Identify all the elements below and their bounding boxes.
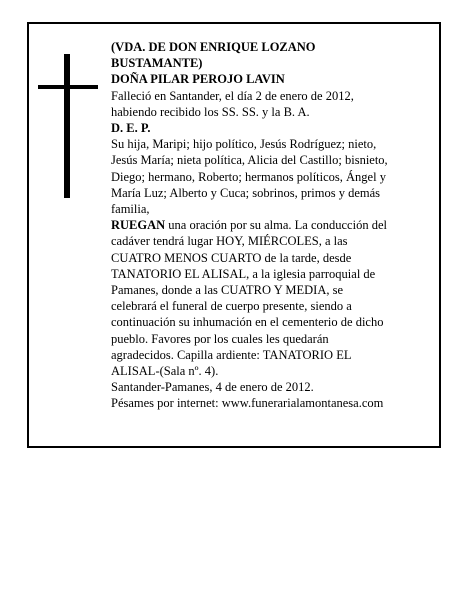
death-line: habiendo recibido los SS. SS. y la B. A. — [111, 104, 310, 119]
funeral-line: continuación su inhumación en el cementerio de dicho — [111, 315, 384, 330]
funeral-line: ALISAL-(Sala nº. 4). — [111, 364, 219, 379]
dep-line: D. E. P. — [111, 121, 151, 136]
death-line: Falleció en Santander, el día 2 de enero de 2012, — [111, 88, 354, 103]
funeral-line: celebrará el funeral de cuerpo presente, siendo a — [111, 299, 352, 314]
ruegan-rest: una oración por su alma. La conducción del — [165, 218, 387, 233]
family-line: Su hija, Maripi; hijo político, Jesús Rodríguez; nieto, — [111, 137, 377, 152]
funeral-line: cadáver tendrá lugar HOY, MIÉRCOLES, a las — [111, 234, 348, 249]
ruegan-word: RUEGAN — [111, 218, 166, 233]
header-line: BUSTAMANTE) — [111, 56, 203, 71]
funeral-line: TANATORIO EL ALISAL, a la iglesia parroquial de — [111, 266, 376, 281]
place-date-line: Santander-Pamanes, 4 de enero de 2012. — [111, 380, 314, 395]
funeral-line: CUATRO MENOS CUARTO de la tarde, desde — [111, 250, 352, 265]
condolences-line: Pésames por internet: www.funerarialamontanesa.com — [111, 396, 384, 411]
family-line: María Luz; Alberto y Cuca; sobrinos, primos y demás — [111, 185, 381, 200]
family-line: familia, — [111, 202, 150, 217]
funeral-line: pueblo. Favores por los cuales les quedarán — [111, 331, 329, 346]
funeral-line: Pamanes, donde a las CUATRO Y MEDIA, se — [111, 283, 344, 298]
cross-icon — [38, 54, 98, 198]
family-line: Diego; hermano, Roberto; hermanos políticos, Ángel y — [111, 169, 386, 184]
ruegan-line — [111, 217, 421, 233]
family-line: Jesús María; nieta política, Alicia del Castillo; bisnieto, — [111, 153, 388, 168]
obituary-text — [111, 39, 421, 412]
deceased-name: DOÑA PILAR PEROJO LAVIN — [111, 72, 285, 87]
cross-horizontal-bar — [38, 85, 98, 89]
funeral-line: agradecidos. Capilla ardiente: TANATORIO EL — [111, 347, 352, 362]
header-line: (VDA. DE DON ENRIQUE LOZANO — [111, 40, 316, 54]
cross-vertical-bar — [64, 54, 70, 198]
